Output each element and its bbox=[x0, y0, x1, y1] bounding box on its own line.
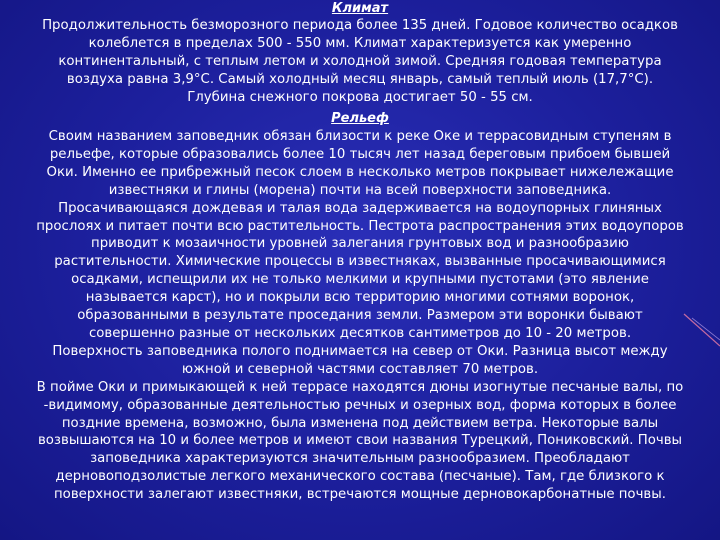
climate-line: континентальный, с теплым летом и холодной зимой. Средняя годовая температура bbox=[58, 53, 662, 69]
relief-paragraph bbox=[0, 128, 720, 504]
climate-line: колеблется в пределах 500 - 550 мм. Климат характеризуется как умеренно bbox=[88, 35, 632, 51]
relief-line: В пойме Оки и примыкающей к ней террасе находятся дюны изогнутые песчаные валы, по bbox=[36, 379, 684, 395]
climate-paragraph bbox=[0, 17, 720, 107]
climate-line: воздуха равна 3,9°С. Самый холодный месяц январь, самый теплый июль (17,7°С). bbox=[66, 71, 654, 87]
relief-line: южной и северной частями составляет 70 метров. bbox=[181, 361, 539, 377]
relief-line: совершенно разные от нескольких десятков сантиметров до 10 - 20 метров. bbox=[88, 325, 632, 341]
relief-line: известняки и глины (морена) почти на всей поверхности заповедника. bbox=[108, 182, 612, 198]
relief-line: прослоях и питает почти всю растительность. Пестрота распространения этих водоупоров bbox=[36, 218, 684, 234]
relief-line: Просачивающаяся дождевая и талая вода задерживается на водоупорных глиняных bbox=[58, 200, 662, 216]
relief-heading: Рельеф bbox=[331, 111, 389, 126]
climate-line: Глубина снежного покрова достигает 50 - 55 см. bbox=[187, 89, 533, 105]
relief-line: растительности. Химические процессы в известняках, вызванные просачивающимися bbox=[54, 254, 666, 270]
relief-line: поверхности залегают известняки, встречаются мощные дерновокарбонатные почвы. bbox=[53, 487, 666, 503]
relief-line: Своим названием заповедник обязан близости к реке Оке и террасовидным ступеням в bbox=[48, 129, 672, 144]
relief-line: дерновоподзолистые легкого механического состава (песчаные). Там, где близкого к bbox=[55, 469, 665, 485]
relief-line: образованными в результате проседания земли. Размером эти воронки бывают bbox=[77, 308, 643, 324]
relief-line: приводит к мозаичности уровней залегания грунтовых вод и разнообразию bbox=[91, 236, 629, 252]
climate-heading: Климат bbox=[331, 1, 389, 16]
relief-line: Оки. Именно ее прибрежный песок слоем в несколько метров покрывает нижележащие bbox=[46, 164, 674, 180]
relief-line: осадками, испещрили их не только мелкими и крупными пустотами (это явление bbox=[71, 272, 649, 288]
relief-line: заповедника характеризуются значительным разнообразием. Преобладают bbox=[90, 451, 630, 467]
relief-line: -видимому, образованные деятельностью речных и озерных вод, форма которых в более bbox=[43, 397, 677, 413]
relief-line: называется карст), но и покрыли всю территорию многими сотнями воронок, bbox=[85, 290, 635, 306]
relief-line: рельефе, которые образовались более 10 тысяч лет назад береговым прибоем бывшей bbox=[49, 146, 671, 162]
relief-line: Поверхность заповедника полого поднимается на север от Оки. Разница высот между bbox=[52, 343, 668, 359]
relief-line: возвышаются на 10 и более метров и имеют свои названия Турецкий, Пониковский. Почвы bbox=[37, 433, 683, 449]
relief-line: поздние времена, возможно, была изменена под действием ветра. Некоторые валы bbox=[61, 415, 659, 431]
climate-line: Продолжительность безморозного периода более 135 дней. Годовое количество осадков bbox=[42, 18, 678, 33]
